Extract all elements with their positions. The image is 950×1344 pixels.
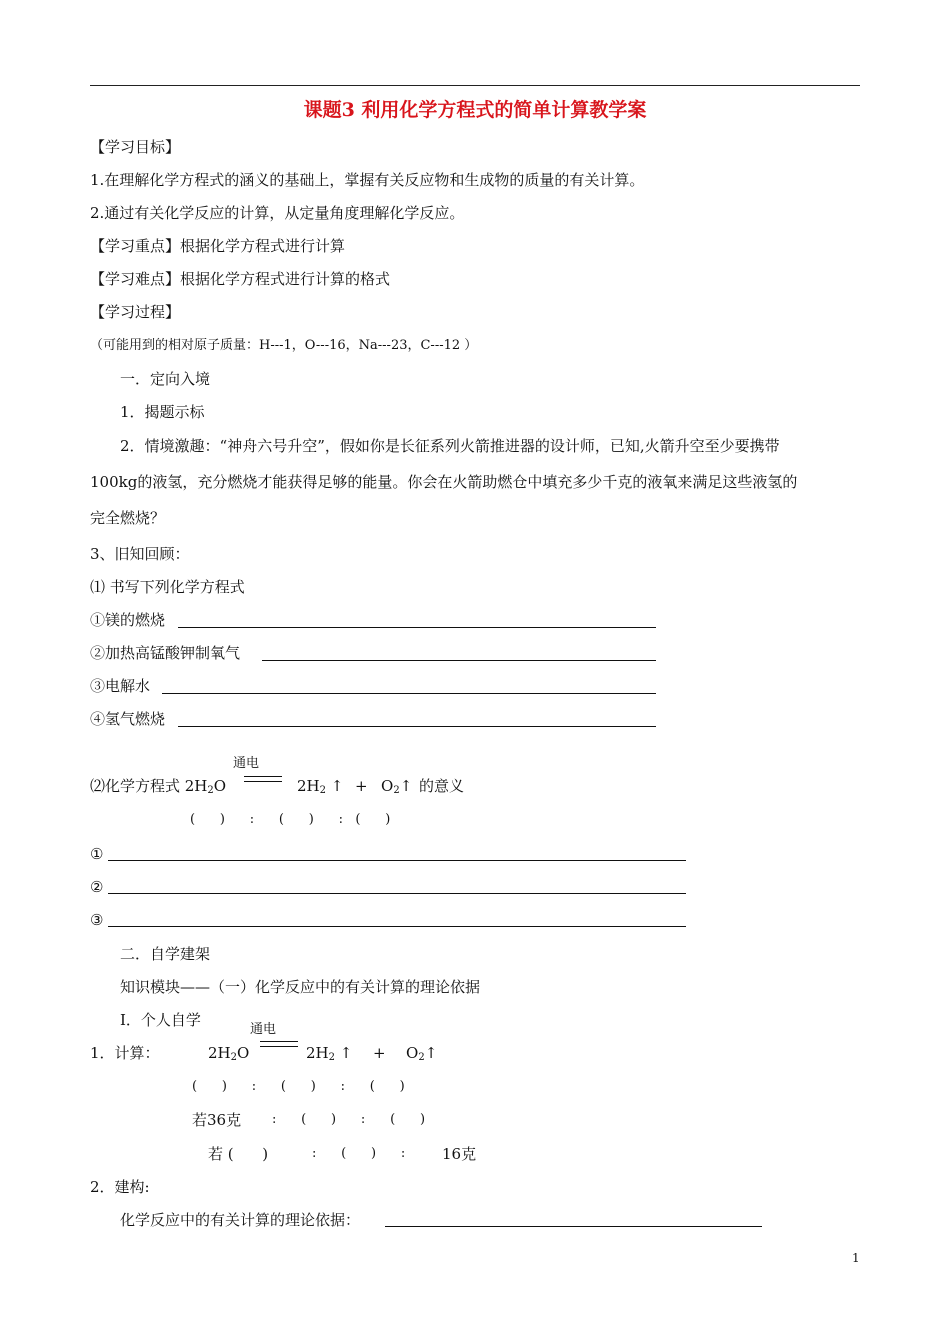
- knowledge-module: 知识模块——（一）化学反应中的有关计算的理论依据: [120, 978, 481, 996]
- answer-line-q4[interactable]: [178, 726, 656, 727]
- equation-2-product-h2: $2H_2$ ↑: [306, 1044, 353, 1063]
- calc-row-1: ( ) : ( ) : ( ): [192, 1079, 405, 1094]
- equals-sign-1: [244, 776, 282, 782]
- meaning-line-2[interactable]: [108, 893, 686, 894]
- review-q1: ①镁的燃烧: [90, 611, 166, 629]
- meaning-line-3[interactable]: [108, 926, 686, 927]
- objective-1: 1.在理解化学方程式的涵义的基础上，掌握有关反应物和生成物的质量的有关计算。: [90, 171, 645, 189]
- equation-1-plus: +: [355, 777, 368, 795]
- equation-1-ratio-row: ( ) : ( ) : ( ): [190, 812, 391, 827]
- header-rule: [90, 85, 860, 86]
- calc-row-3-start: 若 ( ): [208, 1145, 269, 1163]
- build-text: 化学反应中的有关计算的理论依据：: [120, 1211, 361, 1229]
- review-q2: ②加热高锰酸钾制氧气: [90, 644, 241, 662]
- build-label: 2．建构:: [90, 1178, 150, 1196]
- calc-row-2-given: 若36克: [192, 1111, 242, 1129]
- calc-row-3-given: 16克: [442, 1145, 477, 1163]
- meaning-3-label: ③: [90, 911, 104, 929]
- equation-2-reactant: $2H_2O$: [208, 1044, 250, 1063]
- personal-study: Ⅰ．个人自学: [120, 1011, 201, 1029]
- section1-item2-line2: 100kg的液氢，充分燃烧才能获得足够的能量。你会在火箭助燃仓中填充多少千克的液氧来满足这些液氢的: [90, 473, 798, 491]
- review-heading: 3、旧知回顾：: [90, 545, 190, 563]
- meaning-line-1[interactable]: [108, 860, 686, 861]
- equation-1-meaning: 的意义: [419, 777, 465, 795]
- build-answer-line[interactable]: [385, 1226, 762, 1227]
- section1-heading: 一．定向入境: [120, 370, 211, 388]
- equation-2-product-o2: $O_2↑$: [406, 1044, 438, 1063]
- review-q4: ④氢气燃烧: [90, 710, 166, 728]
- atomic-masses: （可能用到的相对原子质量：H---1，O---16，Na---23，C---12 ）: [90, 338, 478, 353]
- objective-2: 2.通过有关化学反应的计算，从定量角度理解化学反应。: [90, 204, 465, 222]
- review-q3: ③电解水: [90, 677, 151, 695]
- page-number: 1: [852, 1251, 860, 1265]
- answer-line-q1[interactable]: [178, 627, 656, 628]
- section1-item2-line1: 2．情境激趣：“神舟六号升空”，假如你是长征系列火箭推进器的设计师，已知,火箭升空至少要携带: [120, 437, 780, 455]
- calc-row-3-mid: : ( ) :: [312, 1146, 406, 1161]
- section2-heading: 二．自学建架: [120, 945, 211, 963]
- calc-label: 1．计算：: [90, 1044, 160, 1062]
- key-point: 【学习重点】根据化学方程式进行计算: [90, 237, 346, 255]
- process-heading: 【学习过程】: [90, 303, 181, 321]
- review-sub1: ⑴ 书写下列化学方程式: [90, 578, 245, 596]
- equals-sign-2: [260, 1041, 298, 1047]
- page-title: 课题3 利用化学方程式的简单计算教学案: [303, 99, 647, 121]
- objectives-heading: 【学习目标】: [90, 138, 181, 156]
- answer-line-q2[interactable]: [262, 660, 656, 661]
- equation-1-product-o2: $O_2↑$: [381, 777, 413, 796]
- meaning-2-label: ②: [90, 878, 104, 896]
- condition-label-2: 通电: [250, 1022, 277, 1037]
- condition-label-1: 通电: [233, 756, 260, 771]
- equation-1-reactant: ⑵化学方程式 $2H_2O$: [90, 777, 227, 796]
- meaning-1-label: ①: [90, 845, 104, 863]
- equation-1-product-h2: $2H_2$ ↑: [297, 777, 344, 796]
- calc-row-2-rest: : ( ) : ( ): [272, 1112, 426, 1127]
- section1-item2-line3: 完全燃烧？: [90, 509, 166, 527]
- section1-item1: 1．揭题示标: [120, 403, 205, 421]
- equation-2-plus: +: [373, 1044, 386, 1062]
- difficulty: 【学习难点】根据化学方程式进行计算的格式: [90, 270, 391, 288]
- answer-line-q3[interactable]: [162, 693, 656, 694]
